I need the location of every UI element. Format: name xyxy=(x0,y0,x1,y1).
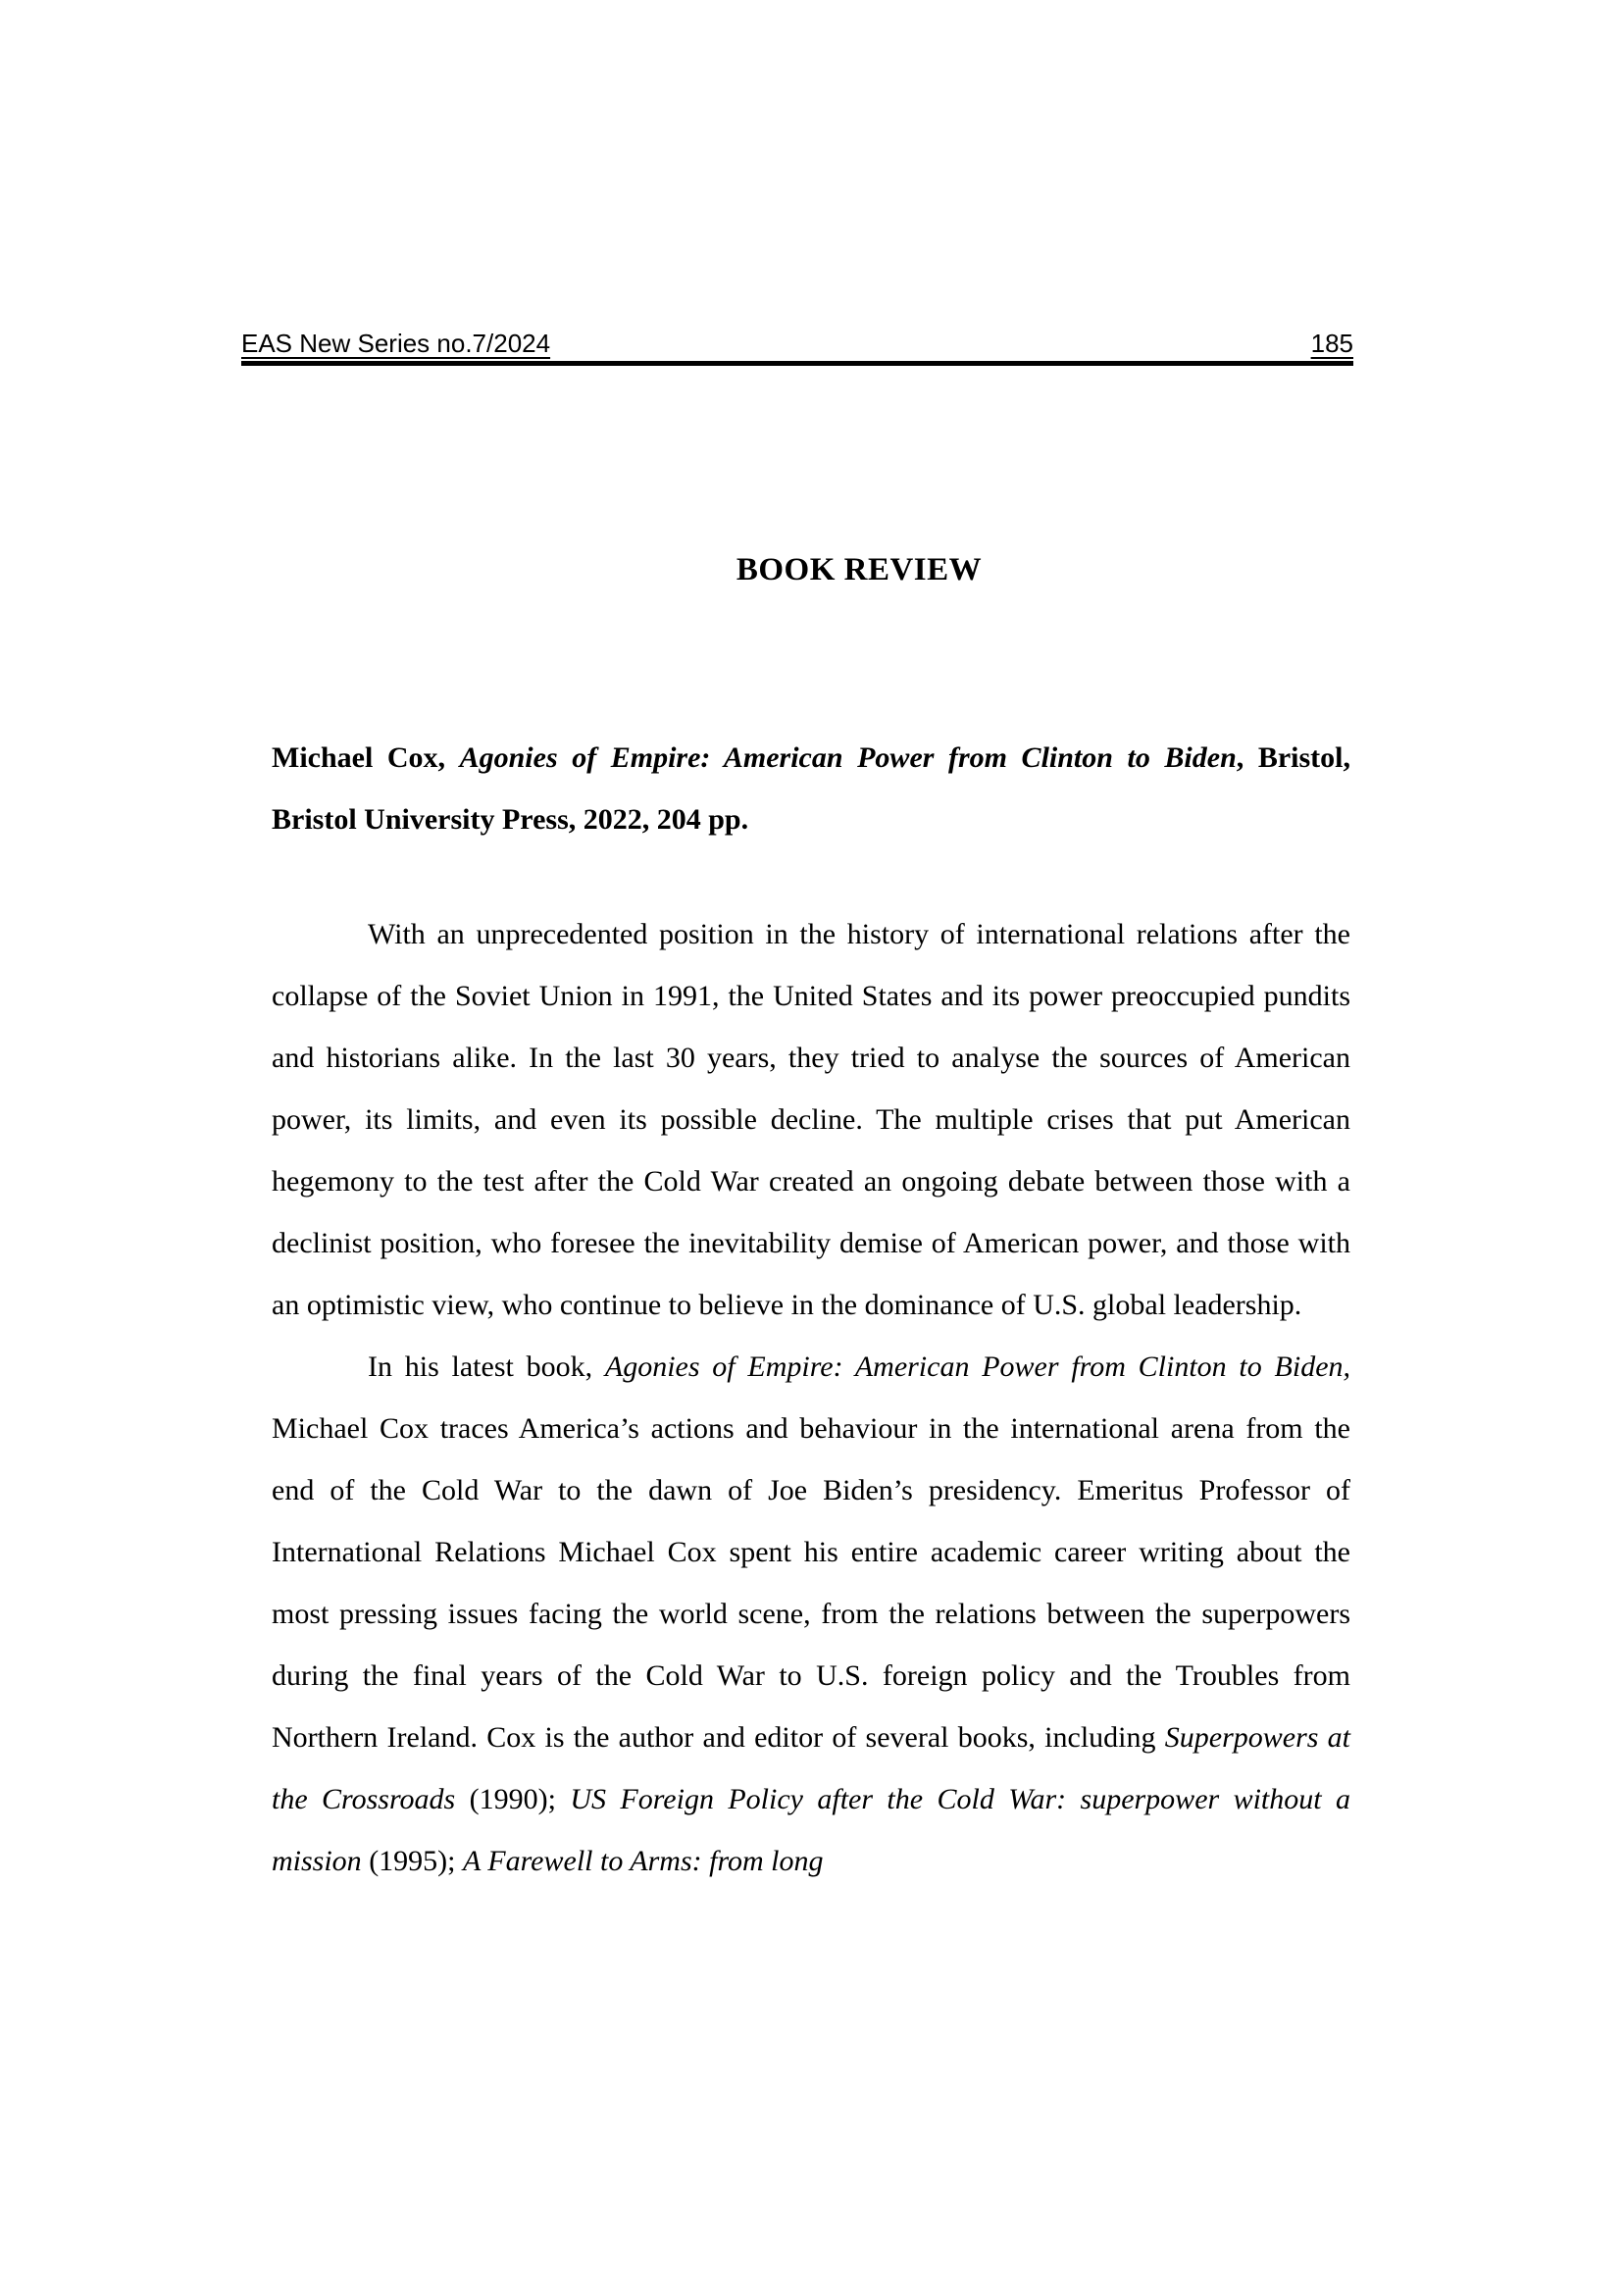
citation-publication: , Bristol, Bristol University Press, 2022, 204 pp. xyxy=(272,741,1350,836)
section-title: BOOK REVIEW xyxy=(736,552,983,587)
paragraph-2-title-farewell: A Farewell to Arms: from long xyxy=(463,1845,824,1877)
paragraph-2-title-superpowers: Superpowers at the Crossroads xyxy=(272,1721,1350,1815)
book-citation xyxy=(272,727,1350,850)
paragraph-2-body: Michael Cox traces America’s actions and behaviour in the international arena from the end of the Cold War to the dawn of Joe Biden’s presidency. Emeritus Professor of International Relations Michael Cox spent his entire academic career writing about the most pressing issues facing the world scene, from the relations between the superpowers during the final years of the Cold War to U.S. foreign policy and the Troubles from Northern Ireland. Cox is the author and editor of several books, including xyxy=(272,1412,1350,1754)
citation-author: Michael Cox, xyxy=(272,741,460,774)
running-header xyxy=(241,328,1353,366)
paragraph-1-text: With an unprecedented position in the history of international relations after the collapse of the Soviet Union in 1991, the United States and its power preoccupied pundits and historians alike. In the last 30 years, they tried to analyse the sources of American power, its limits, and even its possible decline. The multiple crises that put American hegemony to the test after the Cold War created an ongoing debate between those with a declinist position, who foresee the inevitability demise of American power, and those with an optimistic view, who continue to believe in the dominance of U.S. global leadership. xyxy=(272,918,1350,1321)
paragraph-1 xyxy=(272,903,1350,1336)
header-page-number: 185 xyxy=(1310,329,1353,358)
paragraph-2-year-us-foreign-policy: (1995); xyxy=(361,1845,464,1877)
paragraph-2-year-superpowers: (1990); xyxy=(455,1783,571,1815)
paragraph-2-book-title: Agonies of Empire: American Power from Clinton to Biden, xyxy=(604,1351,1351,1383)
paragraph-2 xyxy=(272,1336,1350,1892)
header-series-label: EAS New Series no.7/2024 xyxy=(241,329,551,358)
paragraph-2-intro: In his latest book, xyxy=(368,1351,605,1383)
paragraph-2-title-us-foreign-policy: US Foreign Policy after the Cold War: superpower without a mission xyxy=(272,1783,1350,1877)
citation-book-title: Agonies of Empire: American Power from Clinton to Biden xyxy=(459,741,1237,774)
review-body xyxy=(272,903,1350,1892)
